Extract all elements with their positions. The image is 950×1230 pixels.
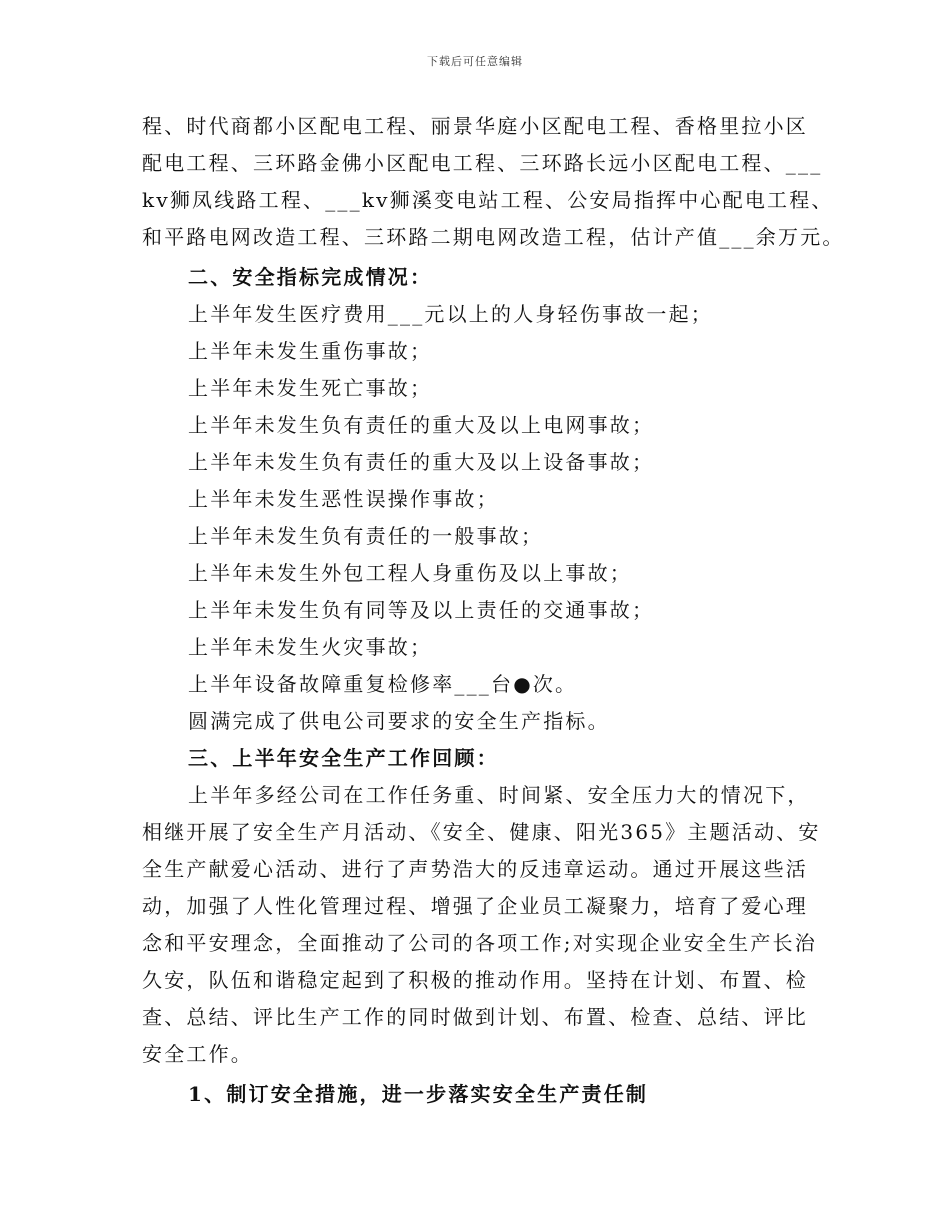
list-item: 上半年未发生死亡事故； (188, 376, 433, 400)
paragraph-line: 念和平安理念，全面推动了公司的各项工作;对实现企业安全生产长治 (142, 931, 817, 955)
paragraph-line: 程、时代商都小区配电工程、丽景华庭小区配电工程、香格里拉小区 (142, 114, 808, 138)
section-heading-safety-indicators: 二、安全指标完成情况： (188, 265, 433, 289)
subheading-safety-measures: 1、制订安全措施，进一步落实安全生产责任制 (188, 1082, 649, 1106)
list-item: 上半年未发生重伤事故； (188, 339, 433, 363)
paragraph-line: kv狮凤线路工程、___kv狮溪变电站工程、公安局指挥中心配电工程、 (142, 188, 834, 212)
paragraph-line: 安全工作。 (142, 1042, 253, 1066)
page-header: 下载后可任意编辑 (427, 55, 523, 68)
paragraph-line: 久安，队伍和谐稳定起到了积极的推动作用。坚持在计划、布置、检 (142, 968, 808, 992)
paragraph-line: 全生产献爱心活动、进行了声势浩大的反违章运动。通过开展这些活 (142, 857, 808, 881)
paragraph-line: 查、总结、评比生产工作的同时做到计划、布置、检查、总结、评比 (142, 1005, 808, 1029)
list-item: 上半年未发生恶性误操作事故； (188, 487, 499, 511)
paragraph-line: 相继开展了安全生产月活动、《安全、健康、阳光365》主题活动、安 (142, 820, 821, 844)
list-item: 上半年未发生外包工程人身重伤及以上事故； (188, 561, 632, 585)
list-item: 圆满完成了供电公司要求的安全生产指标。 (188, 709, 610, 733)
section-heading-review: 三、上半年安全生产工作回顾： (188, 746, 499, 770)
list-item: 上半年未发生负有责任的重大及以上设备事故； (188, 450, 655, 474)
list-item: 上半年发生医疗费用___元以上的人身轻伤事故一起； (188, 302, 713, 326)
paragraph-line: 配电工程、三环路金佛小区配电工程、三环路长远小区配电工程、___ (142, 151, 823, 175)
list-item: 上半年未发生火灾事故； (188, 635, 433, 659)
list-item: 上半年未发生负有责任的一般事故； (188, 524, 544, 548)
document-body (142, 108, 845, 1113)
paragraph-line: 动，加强了人性化管理过程、增强了企业员工凝聚力，培育了爱心理 (142, 894, 808, 918)
list-item: 上半年设备故障重复检修率___台●次。 (188, 672, 578, 696)
paragraph-line: 和平路电网改造工程、三环路二期电网改造工程，估计产值___余万元。 (142, 225, 845, 249)
list-item: 上半年未发生负有责任的重大及以上电网事故； (188, 413, 655, 437)
paragraph-line: 上半年多经公司在工作任务重、时间紧、安全压力大的情况下， (188, 783, 810, 807)
list-item: 上半年未发生负有同等及以上责任的交通事故； (188, 598, 655, 622)
